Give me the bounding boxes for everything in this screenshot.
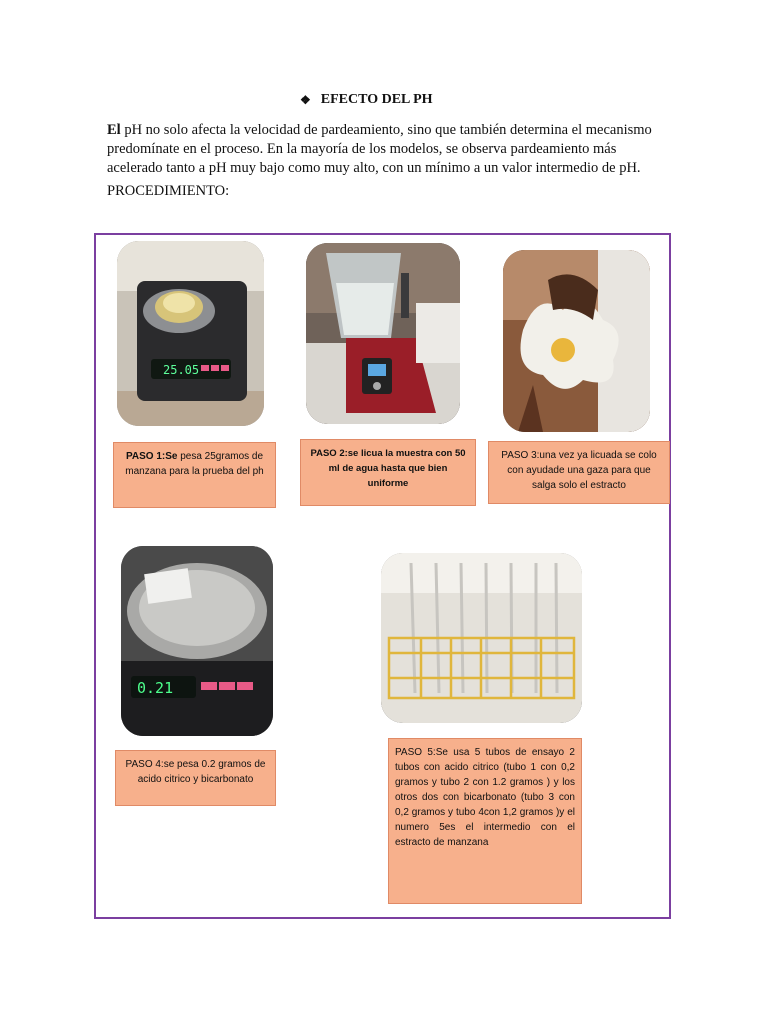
- step-2-box: [300, 439, 476, 506]
- step-4-box: [115, 750, 276, 806]
- paragraph-text: pH no solo afecta la velocidad de pardeamiento, sino que también determina el mecanismo predomínate en el proceso. En la mayoría de los modelos, se observa pardeamiento más acelerado tanto a pH muy bajo como muy alto, con un mínimo a un valor intermedio de pH.: [107, 122, 652, 176]
- photo-scale-apple: [117, 241, 264, 426]
- scale-powder-image: [121, 546, 273, 736]
- diamond-bullet-icon: ❖: [300, 92, 311, 107]
- intro-paragraph: [107, 121, 672, 178]
- procedure-label: PROCEDIMIENTO:: [107, 183, 230, 199]
- step-5-text: PASO 5:Se usa 5 tubos de ensayo 2 tubos con acido citrico (tubo 1 con 0,2 gramos y tubo 2 con 1.2 gramos ) y los otros dos con bicarbonato (tubo 3 con 0,2 gramos y tubo 4con 1,2 gramos )y el numero 5es el intermedio con el estracto de manzana: [395, 747, 575, 848]
- section-title: EFECTO DEL PH: [320, 92, 433, 107]
- step-4-text: PASO 4:se pesa 0.2 gramos de acido citrico y bicarbonato: [125, 759, 266, 785]
- paragraph-lead: El: [107, 122, 121, 138]
- step-5-box: [388, 738, 582, 904]
- test-tubes-image: [381, 553, 582, 723]
- gauze-image: [503, 250, 650, 432]
- scale2-reading: 0.21: [137, 679, 174, 697]
- step-3-text: PASO 3:una vez ya licuada se colo con ayudade una gaza para que salga solo el estracto: [501, 450, 657, 491]
- step-1-box: [113, 442, 276, 508]
- photo-scale-powder: [121, 546, 273, 736]
- photo-test-tubes: [381, 553, 582, 723]
- section-heading: [300, 92, 433, 108]
- step-3-box: [488, 441, 670, 504]
- scale1-reading: 25.05: [163, 363, 200, 377]
- photo-gauze-strain: [503, 250, 650, 432]
- blender-image: [306, 243, 460, 424]
- step-1-lead: PASO 1:Se: [125, 451, 178, 462]
- scale-apple-image: [117, 241, 264, 426]
- step-1-text: pesa 25gramos de manzana para la prueba del ph: [125, 451, 264, 477]
- step-2-text: PASO 2:se licua la muestra con 50 ml de agua hasta que bien uniforme: [310, 448, 466, 489]
- photo-blender: [306, 243, 460, 424]
